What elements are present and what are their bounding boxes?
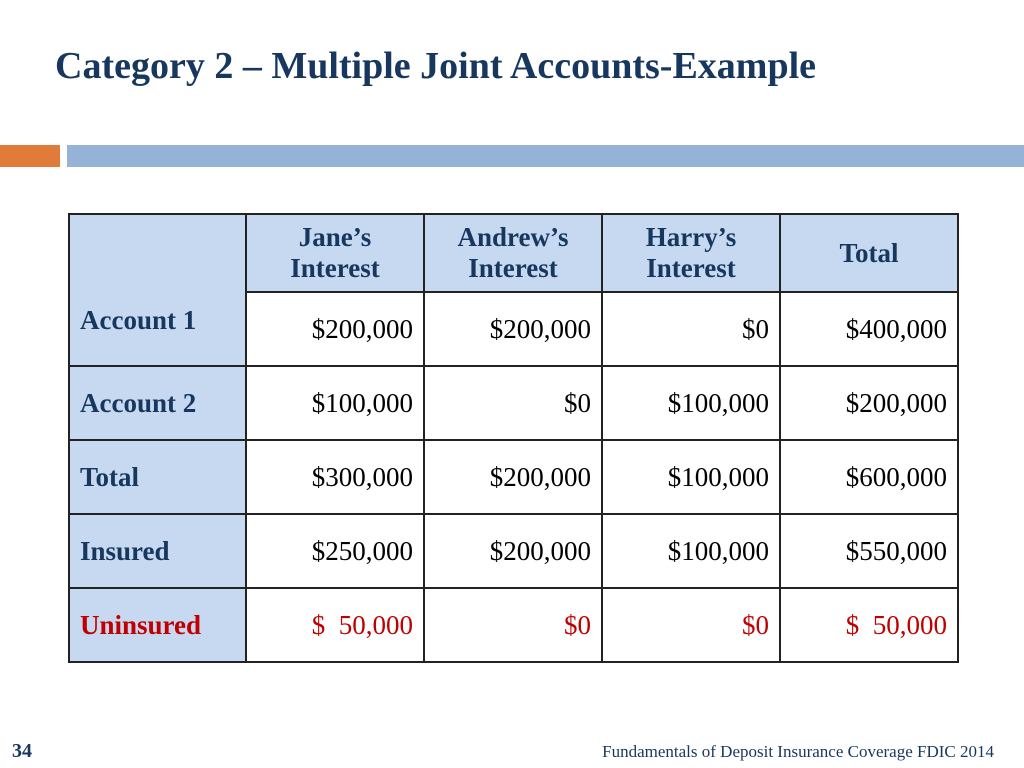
column-header-line: Interest — [290, 253, 380, 283]
cell-account1-andrew: $200,000 — [424, 292, 602, 366]
row-label-insured: Insured — [69, 514, 246, 588]
cell-insured-total: $550,000 — [780, 514, 958, 588]
interest-table — [68, 213, 959, 663]
column-header-line: Andrew’s — [457, 222, 569, 252]
row-label-account-2: Account 2 — [69, 366, 246, 440]
page-number: 34 — [12, 740, 32, 762]
table-row-account-2 — [69, 366, 958, 440]
column-header-line: Interest — [646, 253, 736, 283]
cell-account2-harry: $100,000 — [602, 366, 780, 440]
table-corner-cell — [69, 214, 246, 366]
column-header-total — [780, 214, 958, 292]
cell-insured-harry: $100,000 — [602, 514, 780, 588]
cell-total-andrew: $200,000 — [424, 440, 602, 514]
row-label-total: Total — [69, 440, 246, 514]
column-header-harry — [602, 214, 780, 292]
cell-uninsured-harry: $0 — [602, 588, 780, 662]
cell-account1-total: $400,000 — [780, 292, 958, 366]
column-header-line: Interest — [468, 253, 558, 283]
cell-insured-andrew: $200,000 — [424, 514, 602, 588]
cell-total-jane: $300,000 — [246, 440, 424, 514]
slide-title: Category 2 – Multiple Joint Accounts-Example — [55, 45, 817, 87]
cell-total-total: $600,000 — [780, 440, 958, 514]
cell-uninsured-total: $ 50,000 — [780, 588, 958, 662]
cell-account1-harry: $0 — [602, 292, 780, 366]
column-header-jane — [246, 214, 424, 292]
table-row-uninsured — [69, 588, 958, 662]
column-header-line: Total — [839, 237, 899, 268]
row-label-account-1: Account 1 — [80, 305, 197, 335]
cell-account2-total: $200,000 — [780, 366, 958, 440]
column-header-line: Jane’s — [298, 222, 372, 252]
accent-bar-orange — [0, 145, 60, 167]
cell-account2-jane: $100,000 — [246, 366, 424, 440]
cell-uninsured-andrew: $0 — [424, 588, 602, 662]
cell-account2-andrew: $0 — [424, 366, 602, 440]
cell-total-harry: $100,000 — [602, 440, 780, 514]
column-header-line: Harry’s — [645, 222, 737, 252]
footer-text: Fundamentals of Deposit Insurance Coverage FDIC 2014 — [602, 742, 994, 761]
column-header-andrew — [424, 214, 602, 292]
row-label-uninsured: Uninsured — [69, 588, 246, 662]
table-header-row — [69, 214, 958, 292]
cell-account1-jane: $200,000 — [246, 292, 424, 366]
accent-bar-blue — [67, 145, 1024, 167]
cell-uninsured-jane: $ 50,000 — [246, 588, 424, 662]
table-row-total — [69, 440, 958, 514]
cell-insured-jane: $250,000 — [246, 514, 424, 588]
table-row-insured — [69, 514, 958, 588]
